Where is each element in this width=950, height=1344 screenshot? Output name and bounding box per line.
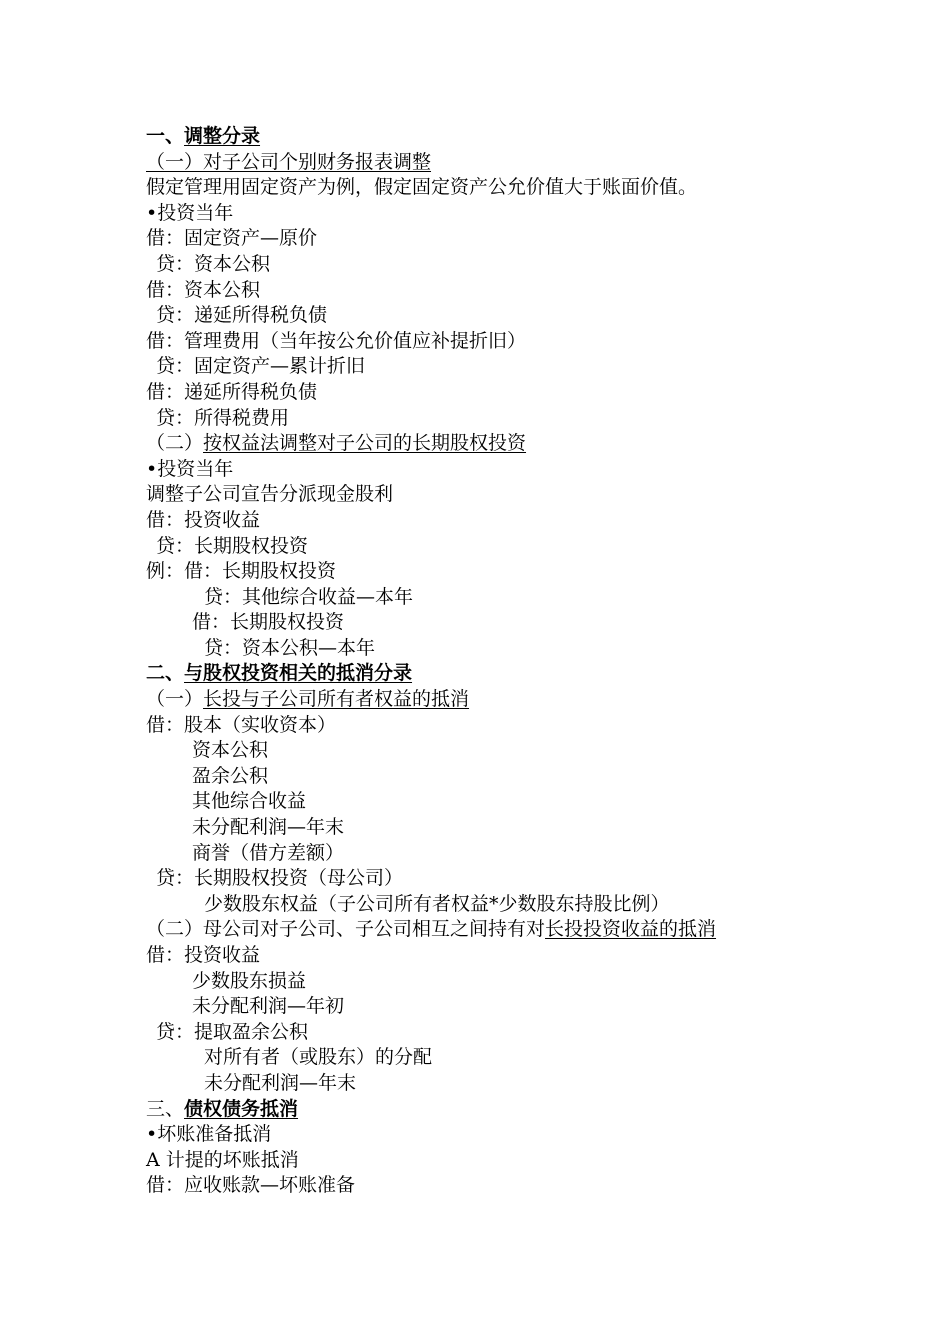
section-1-title: 调整分录	[184, 125, 261, 147]
subsection-2-1-heading	[146, 687, 806, 713]
bullet-investment-year: •投资当年	[146, 457, 234, 480]
section-2-number: 二、	[146, 662, 185, 685]
example-line: 贷：资本公积—本年	[204, 636, 376, 659]
subsection-1-1-title: （一）对子公司个别财务报表调整	[146, 150, 432, 173]
entry-line: 其他综合收益	[192, 790, 307, 813]
entry-line: 借：投资收益	[146, 508, 261, 531]
section-3-number: 三、	[146, 1097, 185, 1120]
entry-line: 借：递延所得税负债	[146, 380, 318, 403]
subsection-1-1-heading	[146, 150, 806, 176]
example-line: 贷：其他综合收益—本年	[204, 585, 414, 608]
entry-line: 借：股本（实收资本）	[146, 713, 337, 736]
entry-line: 借：固定资产—原价	[146, 227, 318, 250]
subsection-2-1-title: 长投与子公司所有者权益的抵消	[203, 688, 470, 711]
entry-line: 少数股东权益（子公司所有者权益*少数股东持股比例）	[204, 892, 670, 915]
section-3-heading	[146, 1097, 806, 1123]
entry-line: 盈余公积	[192, 764, 269, 787]
entry-line: 资本公积	[192, 739, 269, 762]
subsection-1-2-heading	[146, 431, 806, 457]
subsection-2-2-title: 长投投资收益的抵消	[545, 918, 717, 941]
subsection-1-2-title: 按权益法调整对子公司的长期股权投资	[203, 432, 527, 455]
entry-line: 贷：资本公积	[156, 252, 271, 275]
section-3-title: 债权债务抵消	[184, 1097, 299, 1120]
entry-line: 贷：固定资产—累计折旧	[156, 355, 366, 378]
entry-line: 未分配利润—年末	[204, 1071, 357, 1094]
entry-line: 贷：递延所得税负债	[156, 304, 328, 327]
entry-line: 贷：长期股权投资（母公司）	[156, 867, 404, 890]
bullet-bad-debt: •坏账准备抵消	[146, 1123, 272, 1146]
section-2-heading	[146, 661, 806, 687]
bullet-investment-year: •投资当年	[146, 201, 234, 224]
section-2-title: 与股权投资相关的抵消分录	[184, 662, 413, 685]
adjust-dividend-line: 调整子公司宣告分派现金股利	[146, 483, 394, 506]
subsection-2-1-prefix: （一）	[146, 688, 204, 711]
subsection-1-2-prefix: （二）	[146, 432, 204, 455]
entry-line: 借：管理费用（当年按公允价值应补提折旧）	[146, 329, 527, 352]
entry-line: 对所有者（或股东）的分配	[204, 1046, 433, 1069]
entry-line: 借：资本公积	[146, 278, 261, 301]
entry-line: 贷：长期股权投资	[156, 534, 309, 557]
entry-line: 未分配利润—年初	[192, 995, 345, 1018]
subsection-2-2-prefix: （二）母公司对子公司、子公司相互之间持有对	[146, 918, 546, 941]
section-1-heading	[146, 124, 806, 150]
example-line: 借：长期股权投资	[192, 611, 345, 634]
document-body	[146, 124, 806, 1199]
example-line: 例：借：长期股权投资	[146, 560, 337, 583]
entry-line: 未分配利润—年末	[192, 816, 345, 839]
assumption-line: 假定管理用固定资产为例，假定固定资产公允价值大于账面价值。	[146, 176, 698, 199]
entry-line: 借：投资收益	[146, 944, 261, 966]
bad-debt-subtitle: A 计提的坏账抵消	[146, 1148, 299, 1171]
entry-line: 借：应收账款—坏账准备	[146, 1174, 356, 1197]
entry-line: 商誉（借方差额）	[192, 841, 345, 864]
entry-line: 少数股东损益	[192, 969, 307, 992]
subsection-2-2-heading	[146, 917, 806, 943]
entry-line: 贷：所得税费用	[156, 406, 290, 429]
section-1-number: 一、	[146, 125, 185, 147]
entry-line: 贷：提取盈余公积	[156, 1020, 309, 1043]
